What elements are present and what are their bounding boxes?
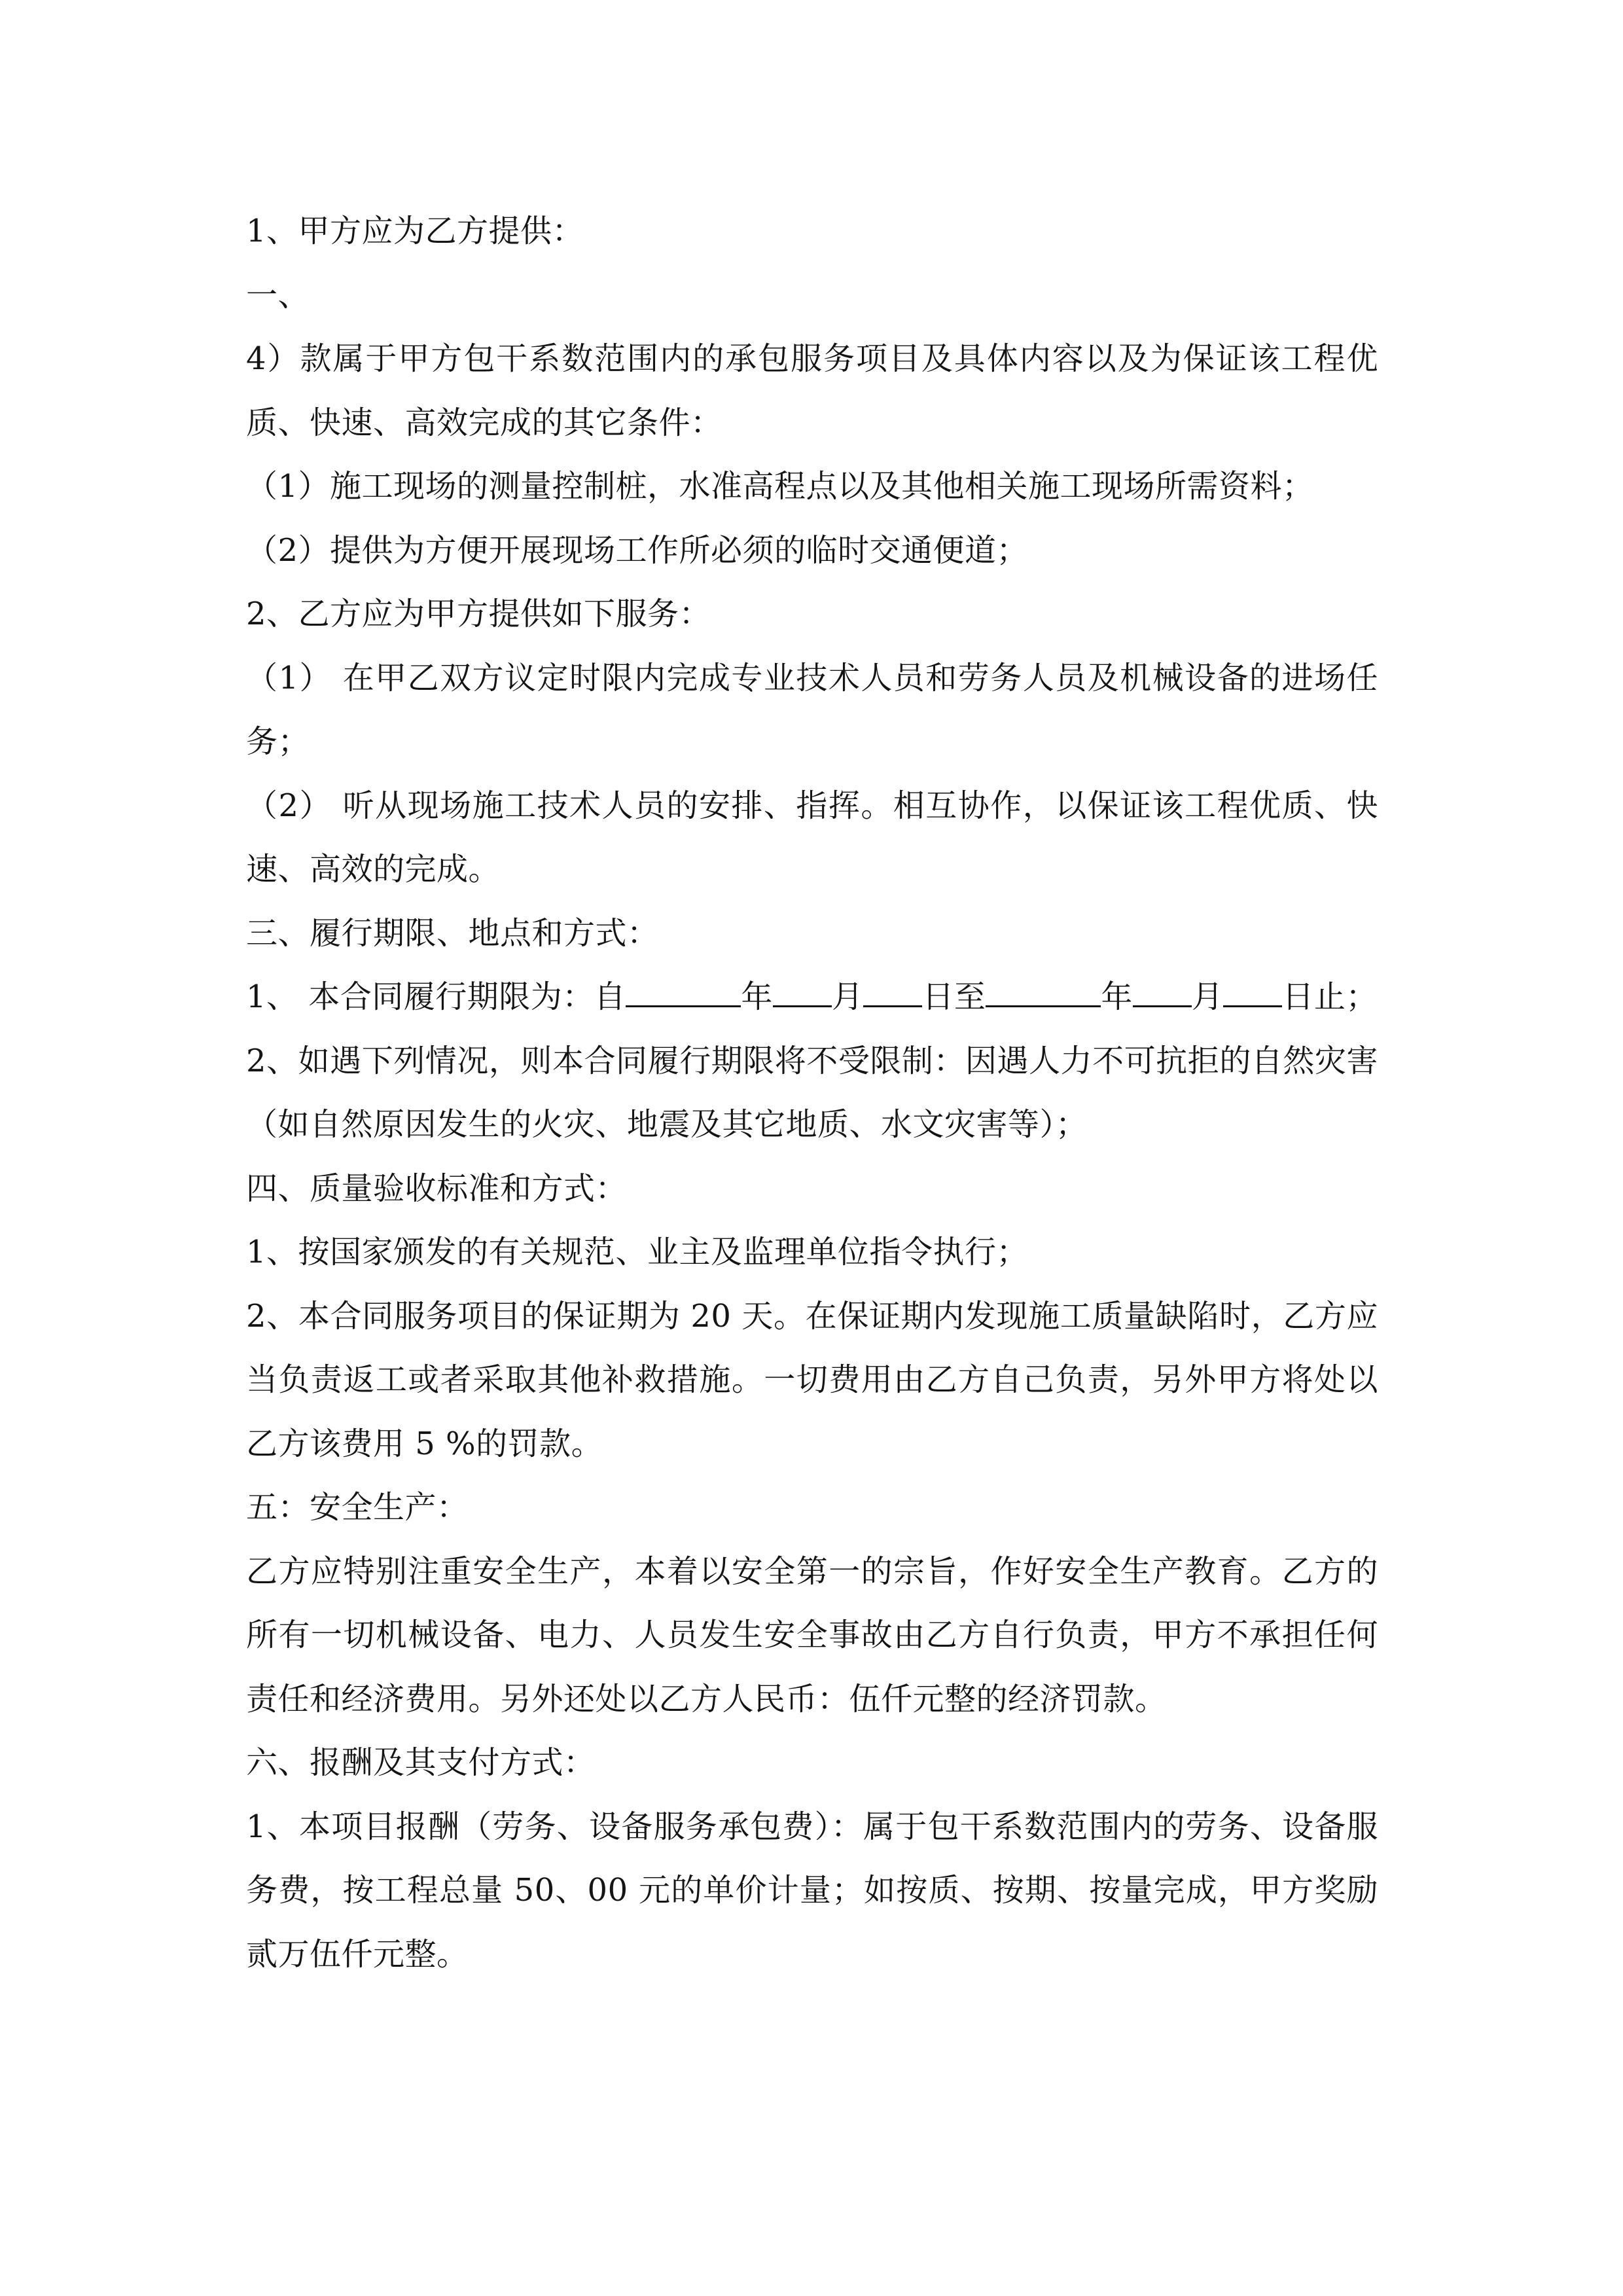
term-lead: 1、 本合同履行期限为：自 <box>246 978 626 1015</box>
term-month-label-end: 月 <box>1191 978 1224 1015</box>
document-body <box>246 200 1378 1986</box>
paragraph: 2、如遇下列情况，则本合同履行期限将不受限制：因遇人力不可抗拒的自然灾害（如自然原因发生的火灾、地震及其它地质、水文灾害等）； <box>246 1042 1378 1143</box>
term-year-label-end: 年 <box>1101 978 1133 1015</box>
paragraph: 2、本合同服务项目的保证期为 20 天。在保证期内发现施工质量缺陷时，乙方应当负责返工或者采取其他补救措施。一切费用由乙方自己负责，另外甲方将处以乙方该费用 5 %的罚款。 <box>246 1297 1378 1462</box>
paragraph: 六、报酬及其支付方式： <box>246 1744 596 1781</box>
paragraph: 三、履行期限、地点和方式： <box>246 914 659 952</box>
blank-start-year <box>626 977 741 1007</box>
blank-end-day <box>1223 977 1282 1007</box>
paragraph: 乙方应特别注重安全生产，本着以安全第一的宗旨，作好安全生产教育。乙方的所有一切机械设备、电力、人员发生安全事故由乙方自行负责，甲方不承担任何责任和经济费用。另外还处以乙方人民币：伍仟元整的经济罚款。 <box>246 1552 1378 1717</box>
paragraph: 五：安全生产： <box>246 1489 469 1526</box>
paragraph: （1）施工现场的测量控制桩，水准高程点以及其他相关施工现场所需资料； <box>246 468 1314 505</box>
blank-start-day <box>863 977 922 1007</box>
term-day-label-end: 日止； <box>1282 978 1378 1015</box>
paragraph: 一、 <box>246 276 310 314</box>
paragraph: （1） 在甲乙双方议定时限内完成专业技术人员和劳务人员及机械设备的进场任务； <box>246 659 1378 760</box>
paragraph: 1、按国家颁发的有关规范、业主及监理单位指令执行； <box>246 1234 1029 1270</box>
paragraph: 1、甲方应为乙方提供： <box>246 213 584 249</box>
blank-end-year <box>986 977 1101 1007</box>
paragraph: 2、乙方应为甲方提供如下服务： <box>246 596 711 632</box>
term-month-label: 月 <box>831 978 864 1015</box>
paragraph: 4）款属于甲方包干系数范围内的承包服务项目及具体内容以及为保证该工程优质、快速、高效完成的其它条件： <box>246 340 1378 441</box>
term-day-label: 日至 <box>922 978 986 1015</box>
paragraph: （2） 听从现场施工技术人员的安排、指挥。相互协作，以保证该工程优质、快速、高效的完成。 <box>246 787 1378 888</box>
paragraph: 1、本项目报酬（劳务、设备服务承包费）：属于包干系数范围内的劳务、设备服务费，按工程总量 50、00 元的单价计量；如按质、按期、按量完成，甲方奖励贰万伍仟元整。 <box>246 1808 1378 1973</box>
term-line <box>246 965 1378 1030</box>
paragraph: （2）提供为方便开展现场工作所必须的临时交通便道； <box>246 531 1029 569</box>
blank-start-month <box>773 977 832 1007</box>
blank-end-month <box>1133 977 1192 1007</box>
term-year-label: 年 <box>741 978 773 1015</box>
paragraph: 四、质量验收标准和方式： <box>246 1170 628 1207</box>
